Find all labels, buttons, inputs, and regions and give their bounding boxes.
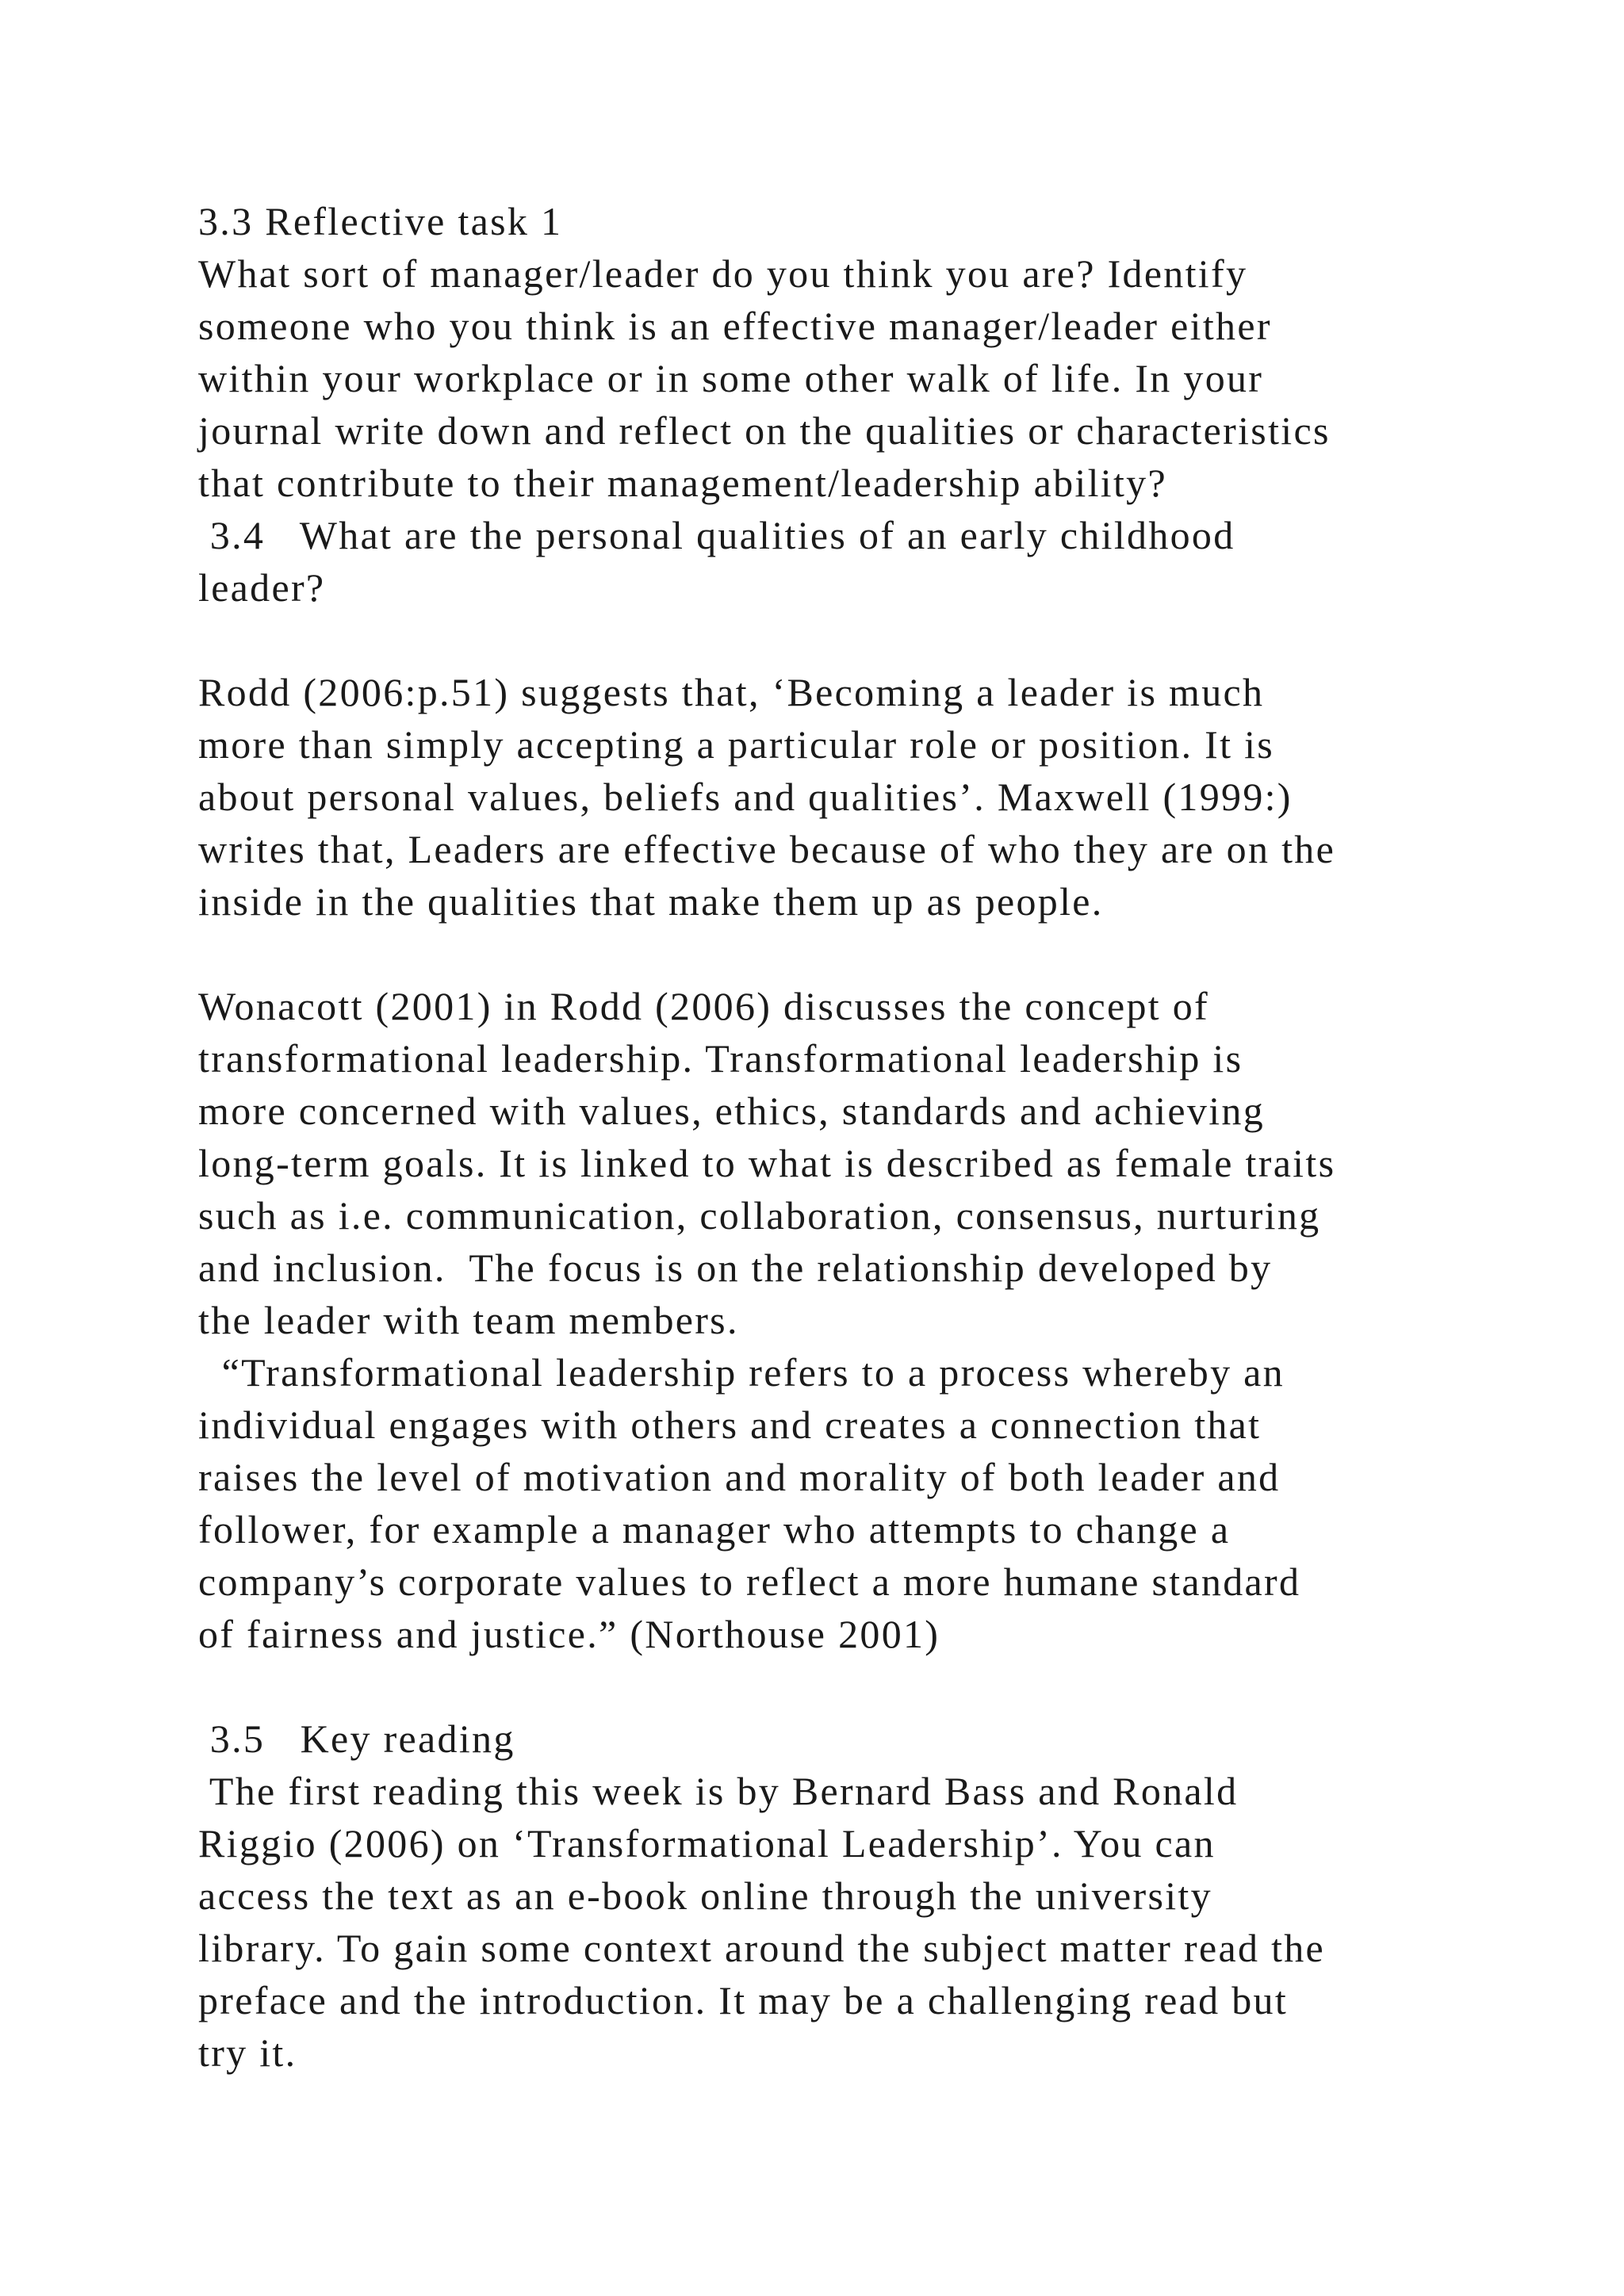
body-line: inside in the qualities that make them up as people.: [198, 879, 1104, 924]
body-line: someone who you think is an effective manager/leader either: [198, 304, 1272, 348]
section-3-3: [198, 195, 1562, 509]
document-page: [198, 195, 1562, 2079]
section-heading: leader?: [198, 565, 326, 610]
body-line: access the text as an e-book online through the university: [198, 1873, 1212, 1918]
paragraph-spacer: [198, 614, 1562, 666]
paragraph-spacer: [198, 1660, 1562, 1712]
section-3-5: [198, 1712, 1562, 2079]
body-line: long-term goals. It is linked to what is described as female traits: [198, 1141, 1336, 1185]
section-3-4: [198, 509, 1562, 614]
quote-line: “Transformational leadership refers to a process whereby an: [198, 1350, 1285, 1395]
body-line: try it.: [198, 2030, 297, 2075]
paragraph-wonacott: [198, 980, 1562, 1346]
body-line: Rodd (2006:p.51) suggests that, ‘Becoming a leader is much: [198, 670, 1265, 714]
paragraph-rodd: [198, 666, 1562, 928]
body-line: the leader with team members.: [198, 1298, 739, 1342]
body-line: journal write down and reflect on the qualities or characteristics: [198, 408, 1331, 453]
body-line: Wonacott (2001) in Rodd (2006) discusses the concept of: [198, 984, 1210, 1028]
paragraph-spacer: [198, 928, 1562, 980]
quote-line: raises the level of motivation and morality of both leader and: [198, 1455, 1281, 1499]
body-line: more concerned with values, ethics, standards and achieving: [198, 1089, 1266, 1133]
quote-line: company’s corporate values to reflect a more humane standard: [198, 1559, 1301, 1604]
section-heading: 3.3 Reflective task 1: [198, 199, 563, 243]
quote-line: of fairness and justice.” (Northouse 2001): [198, 1612, 940, 1656]
body-line: about personal values, beliefs and qualities’. Maxwell (1999:): [198, 775, 1293, 819]
body-line: transformational leadership. Transformational leadership is: [198, 1036, 1243, 1081]
body-line: and inclusion. The focus is on the relationship developed by: [198, 1246, 1273, 1290]
body-line: preface and the introduction. It may be a challenging read but: [198, 1978, 1289, 2022]
body-line: such as i.e. communication, collaboration, consensus, nurturing: [198, 1193, 1321, 1238]
body-line: writes that, Leaders are effective because of who they are on the: [198, 827, 1336, 871]
body-line: Riggio (2006) on ‘Transformational Leadership’. You can: [198, 1821, 1216, 1866]
body-line: within your workplace or in some other walk of life. In your: [198, 356, 1264, 400]
body-line: What sort of manager/leader do you think you are? Identify: [198, 251, 1248, 296]
section-heading: 3.4 What are the personal qualities of an early childhood: [198, 513, 1235, 557]
body-line: that contribute to their management/leadership ability?: [198, 461, 1167, 505]
body-line: library. To gain some context around the subject matter read the: [198, 1926, 1326, 1970]
quote-northouse: [198, 1346, 1562, 1660]
body-line: The first reading this week is by Bernard Bass and Ronald: [198, 1769, 1239, 1813]
quote-line: individual engages with others and creates a connection that: [198, 1402, 1262, 1447]
section-heading: 3.5 Key reading: [198, 1716, 515, 1761]
quote-line: follower, for example a manager who attempts to change a: [198, 1507, 1231, 1552]
body-line: more than simply accepting a particular role or position. It is: [198, 722, 1275, 767]
